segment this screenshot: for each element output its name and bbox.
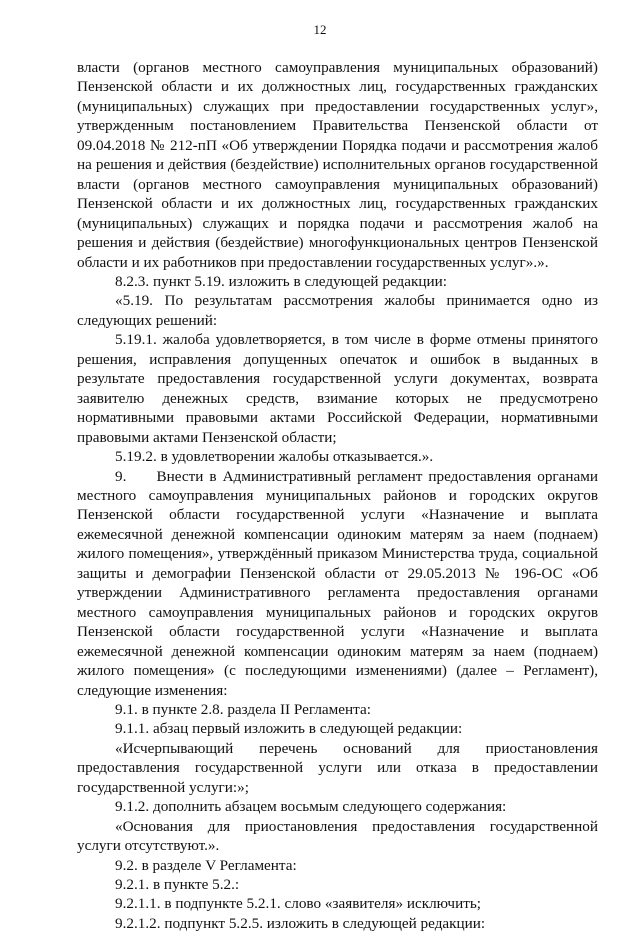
paragraph-9-1-2: 9.1.2. дополнить абзацем восьмым следующего содержания: <box>115 798 507 816</box>
paragraph-9: 9. Внести в Административный регламент предоставления органами местного самоуправления муниципальных районов и городских округов Пензенской области государственной услуги «Назначение и выплата ежемесячной денежной компенсации одиноким матерям за наем (поднаем) жилого помещения», утверждённый приказом Министерства труда, социальной защиты и демографии Пензенской области от 29.05.2013 № 196-ОС «Об утверждении Административного регламента предоставления органами местного самоуправления муниципальных районов и городских округов Пензенской области государственной услуги «Назначение и выплата ежемесячной денежной компенсации одиноким матерям за наем (поднаем) жилого помещения» (с последующими изменениями) (далее – Регламент), следующие изменения: <box>77 467 598 699</box>
paragraph-5-19-2: 5.19.2. в удовлетворении жалобы отказывается.». <box>115 448 434 466</box>
paragraph-9-2-1-2: 9.2.1.2. подпункт 5.2.5. изложить в следующей редакции: <box>115 914 486 932</box>
paragraph-9-2-1-1: 9.2.1.1. в подпункте 5.2.1. слово «заявителя» исключить; <box>115 895 481 913</box>
paragraph-9-1-1: 9.1.1. абзац первый изложить в следующей редакции: <box>115 720 463 738</box>
paragraph-continuation: власти (органов местного самоуправления муниципальных образований) Пензенской области и их должностных лиц, государственных гражданских (муниципальных) служащих при предоставлении государственных услуг», утвержденным постановлением Правительства Пензенской области от 09.04.2018 № 212-пП «Об утверждении Порядка подачи и рассмотрения жалоб на решения и действия (бездействие) исполнительных органов государственной власти (органов местного самоуправления муниципальных образований) Пензенской области и их должностных лиц, государственных гражданских (муниципальных) служащих и порядка подачи и рассмотрения жалоб на решения и действия (бездействие) многофункциональных центров Пензенской области и их работников при предоставлении государственных услуг».». <box>77 59 598 271</box>
paragraph-5-19-1: 5.19.1. жалоба удовлетворяется, в том числе в форме отмены принятого решения, исправления допущенных опечаток и ошибок в выданных в результате предоставления государственной услуги документах, возврата заявителю денежных средств, взимание которых не предусмотрено нормативными правовыми актами Российской Федерации, нормативными правовыми актами Пензенской области; <box>77 331 598 446</box>
paragraph-5-19: «5.19. По результатам рассмотрения жалобы принимается одно из следующих решений: <box>77 292 598 329</box>
paragraph-quote-exhaustive-list: «Исчерпывающий перечень оснований для приостановления предоставления государственной услуги или отказа в предоставлении государственной услуги:»; <box>77 739 598 796</box>
paragraph-9-1: 9.1. в пункте 2.8. раздела II Регламента: <box>115 700 371 718</box>
paragraph-9-2-1: 9.2.1. в пункте 5.2.: <box>115 876 240 894</box>
paragraph-9-2: 9.2. в разделе V Регламента: <box>115 856 297 874</box>
document-body <box>77 58 598 933</box>
paragraph-quote-no-grounds: «Основания для приостановления предоставления государственной услуги отсутствуют.». <box>77 817 598 855</box>
paragraph-8-2-3: 8.2.3. пункт 5.19. изложить в следующей редакции: <box>115 272 447 290</box>
page-number: 12 <box>313 22 327 37</box>
